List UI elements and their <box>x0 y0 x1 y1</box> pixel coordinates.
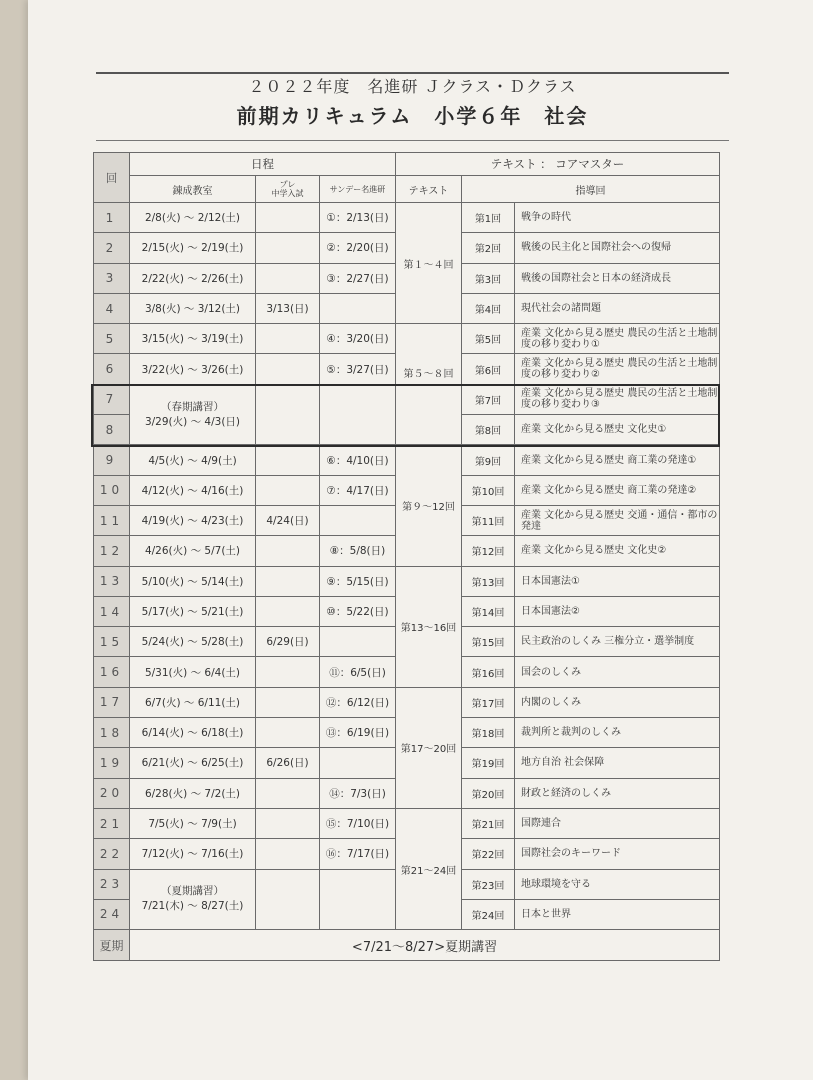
row-number: 13 <box>94 566 130 596</box>
classroom-date: 3/22(火) ～ 3/26(土) <box>130 354 256 384</box>
pre-exam-date <box>256 324 320 354</box>
pre-exam-date: 6/29(日) <box>256 627 320 657</box>
row-number: 17 <box>94 687 130 717</box>
row-number: 14 <box>94 596 130 626</box>
classroom-date: 4/12(火) ～ 4/16(土) <box>130 475 256 505</box>
lesson-topic: 産業 文化から見る歴史 文化史② <box>515 536 720 566</box>
col-text-header: テキスト <box>396 176 462 203</box>
sunday-date: ②：2/20(日) <box>320 233 396 263</box>
pre-exam-date <box>256 839 320 869</box>
lesson-number: 第21回 <box>462 808 515 838</box>
page-edge <box>0 0 28 1080</box>
sunday-date: ⑥：4/10(日) <box>320 445 396 475</box>
text-range: 第21～24回 <box>396 808 462 929</box>
lesson-topic: 産業 文化から見る歴史 農民の生活と土地制度の移り変わり① <box>515 324 720 354</box>
lesson-topic: 地方自治 社会保障 <box>515 748 720 778</box>
lesson-number: 第4回 <box>462 293 515 323</box>
text-range: 第５～８回 <box>396 324 462 445</box>
pre-exam-date <box>256 263 320 293</box>
spring-session-cell <box>130 384 256 445</box>
lesson-topic: 財政と経済のしくみ <box>515 778 720 808</box>
pre-exam-date <box>256 354 320 384</box>
lesson-number: 第13回 <box>462 566 515 596</box>
classroom-date: 5/31(火) ～ 6/4(土) <box>130 657 256 687</box>
row-number: 19 <box>94 748 130 778</box>
row-number: 22 <box>94 839 130 869</box>
pre-exam-date <box>256 233 320 263</box>
pre-exam-date <box>256 445 320 475</box>
lesson-topic: 戦後の民主化と国際社会への復帰 <box>515 233 720 263</box>
classroom-date: 7/5(火) ～ 7/9(土) <box>130 808 256 838</box>
document-subtitle: ２０２２年度 名進研 Ｊクラス・Ｄクラス <box>248 77 577 96</box>
lesson-topic: 内閣のしくみ <box>515 687 720 717</box>
row-number: 6 <box>94 354 130 384</box>
summer-label: （夏期講習） <box>161 885 224 898</box>
lesson-number: 第12回 <box>462 536 515 566</box>
lesson-number: 第5回 <box>462 324 515 354</box>
lesson-number: 第6回 <box>462 354 515 384</box>
summer-dates: 7/21(木) ～ 8/27(土) <box>141 900 244 913</box>
pre-exam-date: 6/26(日) <box>256 748 320 778</box>
col-classroom-header: 錬成教室 <box>130 176 256 203</box>
classroom-date: 6/14(火) ～ 6/18(土) <box>130 718 256 748</box>
lesson-topic: 日本国憲法② <box>515 596 720 626</box>
text-range: 第９～12回 <box>396 445 462 566</box>
col-number-header: 回 <box>94 153 130 203</box>
classroom-date: 6/21(火) ～ 6/25(土) <box>130 748 256 778</box>
spring-label: （春期講習） <box>161 400 224 413</box>
sunday-date: ⑮：7/10(日) <box>320 808 396 838</box>
row-number: 16 <box>94 657 130 687</box>
lesson-number: 第2回 <box>462 233 515 263</box>
classroom-date: 2/8(火) ～ 2/12(土) <box>130 203 256 233</box>
lesson-topic: 産業 文化から見る歴史 交通・通信・都市の発達 <box>515 505 720 535</box>
lesson-topic: 産業 文化から見る歴史 農民の生活と土地制度の移り変わり③ <box>515 384 720 414</box>
summer-row <box>94 930 720 961</box>
classroom-date: 3/15(火) ～ 3/19(土) <box>130 324 256 354</box>
lesson-number: 第9回 <box>462 445 515 475</box>
lesson-topic: 産業 文化から見る歴史 文化史① <box>515 415 720 445</box>
classroom-date: 4/5(火) ～ 4/9(土) <box>130 445 256 475</box>
lesson-topic: 日本と世界 <box>515 899 720 929</box>
classroom-date: 6/28(火) ～ 7/2(土) <box>130 778 256 808</box>
spring-dates: 3/29(火) ～ 4/3(日) <box>144 415 241 428</box>
row-number: 18 <box>94 718 130 748</box>
sunday-date: ⑬：6/19(日) <box>320 718 396 748</box>
pre-exam-date <box>256 718 320 748</box>
row-number: 23 <box>94 869 130 899</box>
lesson-topic: 現代社会の諸問題 <box>515 293 720 323</box>
pre-exam-date <box>256 203 320 233</box>
row-number: 9 <box>94 445 130 475</box>
lesson-number: 第22回 <box>462 839 515 869</box>
summer-row-text: <7/21～8/27>夏期講習 <box>130 930 720 961</box>
classroom-date: 4/19(火) ～ 4/23(土) <box>130 505 256 535</box>
lesson-number: 第7回 <box>462 384 515 414</box>
lesson-topic: 産業 文化から見る歴史 農民の生活と土地制度の移り変わり② <box>515 354 720 384</box>
classroom-date: 3/8(火) ～ 3/12(土) <box>130 293 256 323</box>
lesson-number: 第19回 <box>462 748 515 778</box>
col-pre-exam-header: プレ 中学入試 <box>256 176 320 203</box>
text-range: 第１～４回 <box>396 203 462 324</box>
classroom-date: 7/12(火) ～ 7/16(土) <box>130 839 256 869</box>
col-schedule-header: 日程 <box>130 153 396 176</box>
col-sunday-header: サンデー名進研 <box>320 176 396 203</box>
table-row <box>94 687 720 717</box>
classroom-date: 4/26(火) ～ 5/7(土) <box>130 536 256 566</box>
lesson-number: 第10回 <box>462 475 515 505</box>
classroom-date: 6/7(火) ～ 6/11(土) <box>130 687 256 717</box>
lesson-number: 第8回 <box>462 415 515 445</box>
curriculum-table <box>93 152 720 961</box>
pre-exam-date <box>256 536 320 566</box>
lesson-topic: 産業 文化から見る歴史 商工業の発達① <box>515 445 720 475</box>
document-title: 前期カリキュラム 小学６年 社会 <box>236 104 589 128</box>
pre-exam-date <box>256 566 320 596</box>
row-number: 21 <box>94 808 130 838</box>
pre-exam-date: 3/13(日) <box>256 293 320 323</box>
lesson-number: 第24回 <box>462 899 515 929</box>
pre-exam-date <box>256 808 320 838</box>
sunday-date: ⑭：7/3(日) <box>320 778 396 808</box>
lesson-topic: 裁判所と裁判のしくみ <box>515 718 720 748</box>
table-row <box>94 324 720 354</box>
pre-exam-date <box>256 687 320 717</box>
pre-exam-date: 4/24(日) <box>256 505 320 535</box>
sunday-date <box>320 748 396 778</box>
summer-row-label: 夏期 <box>94 930 130 961</box>
lesson-number: 第17回 <box>462 687 515 717</box>
sunday-date: ⑧：5/8(日) <box>320 536 396 566</box>
lesson-number: 第18回 <box>462 718 515 748</box>
row-number: 10 <box>94 475 130 505</box>
lesson-number: 第14回 <box>462 596 515 626</box>
sunday-date: ③：2/27(日) <box>320 263 396 293</box>
lesson-number: 第20回 <box>462 778 515 808</box>
col-texts-header: テキスト ： コアマスター <box>396 153 720 176</box>
pre-exam-date <box>256 657 320 687</box>
row-number: 4 <box>94 293 130 323</box>
lesson-topic: 民主政治のしくみ 三権分立・選挙制度 <box>515 627 720 657</box>
lesson-number: 第15回 <box>462 627 515 657</box>
sunday-date <box>320 627 396 657</box>
row-number: 20 <box>94 778 130 808</box>
row-number: 12 <box>94 536 130 566</box>
pre-exam-date <box>256 596 320 626</box>
sunday-date: ⑯：7/17(日) <box>320 839 396 869</box>
pre-exam-date <box>256 475 320 505</box>
row-number: 8 <box>94 415 130 445</box>
row-number: 3 <box>94 263 130 293</box>
sunday-date: ⑩：5/22(日) <box>320 596 396 626</box>
classroom-date: 5/10(火) ～ 5/14(土) <box>130 566 256 596</box>
classroom-date: 2/15(火) ～ 2/19(土) <box>130 233 256 263</box>
row-number: 7 <box>94 384 130 414</box>
lesson-topic: 戦争の時代 <box>515 203 720 233</box>
text-range: 第13～16回 <box>396 566 462 687</box>
table-row <box>94 566 720 596</box>
classroom-date: 2/22(火) ～ 2/26(土) <box>130 263 256 293</box>
lesson-number: 第1回 <box>462 203 515 233</box>
sunday-date: ⑦：4/17(日) <box>320 475 396 505</box>
row-number: 24 <box>94 899 130 929</box>
lesson-topic: 戦後の国際社会と日本の経済成長 <box>515 263 720 293</box>
row-number: 15 <box>94 627 130 657</box>
lesson-number: 第23回 <box>462 869 515 899</box>
lesson-topic: 国際連合 <box>515 808 720 838</box>
text-range: 第17～20回 <box>396 687 462 808</box>
lesson-topic: 地球環境を守る <box>515 869 720 899</box>
sunday-date: ⑤：3/27(日) <box>320 354 396 384</box>
sunday-date: ⑪：6/5(日) <box>320 657 396 687</box>
sunday-date <box>320 505 396 535</box>
pre-exam-empty <box>256 384 320 445</box>
row-number: 11 <box>94 505 130 535</box>
row-number: 5 <box>94 324 130 354</box>
table-row <box>94 445 720 475</box>
sunday-empty <box>320 384 396 445</box>
sunday-date: ①：2/13(日) <box>320 203 396 233</box>
classroom-date: 5/24(火) ～ 5/28(土) <box>130 627 256 657</box>
sunday-date: ⑫：6/12(日) <box>320 687 396 717</box>
table-row <box>94 808 720 838</box>
sunday-date <box>320 293 396 323</box>
pre-exam-empty <box>256 869 320 930</box>
sunday-empty <box>320 869 396 930</box>
summer-session-cell <box>130 869 256 930</box>
lesson-topic: 国際社会のキーワード <box>515 839 720 869</box>
col-lesson-header: 指導回 <box>462 176 720 203</box>
lesson-topic: 日本国憲法① <box>515 566 720 596</box>
pre-exam-date <box>256 778 320 808</box>
lesson-number: 第11回 <box>462 505 515 535</box>
row-number: 2 <box>94 233 130 263</box>
lesson-topic: 産業 文化から見る歴史 商工業の発達② <box>515 475 720 505</box>
sunday-date: ④：3/20(日) <box>320 324 396 354</box>
lesson-number: 第16回 <box>462 657 515 687</box>
header-rule-bottom <box>96 140 729 141</box>
lesson-number: 第3回 <box>462 263 515 293</box>
classroom-date: 5/17(火) ～ 5/21(土) <box>130 596 256 626</box>
row-number: 1 <box>94 203 130 233</box>
sunday-date: ⑨：5/15(日) <box>320 566 396 596</box>
lesson-topic: 国会のしくみ <box>515 657 720 687</box>
table-row <box>94 203 720 233</box>
